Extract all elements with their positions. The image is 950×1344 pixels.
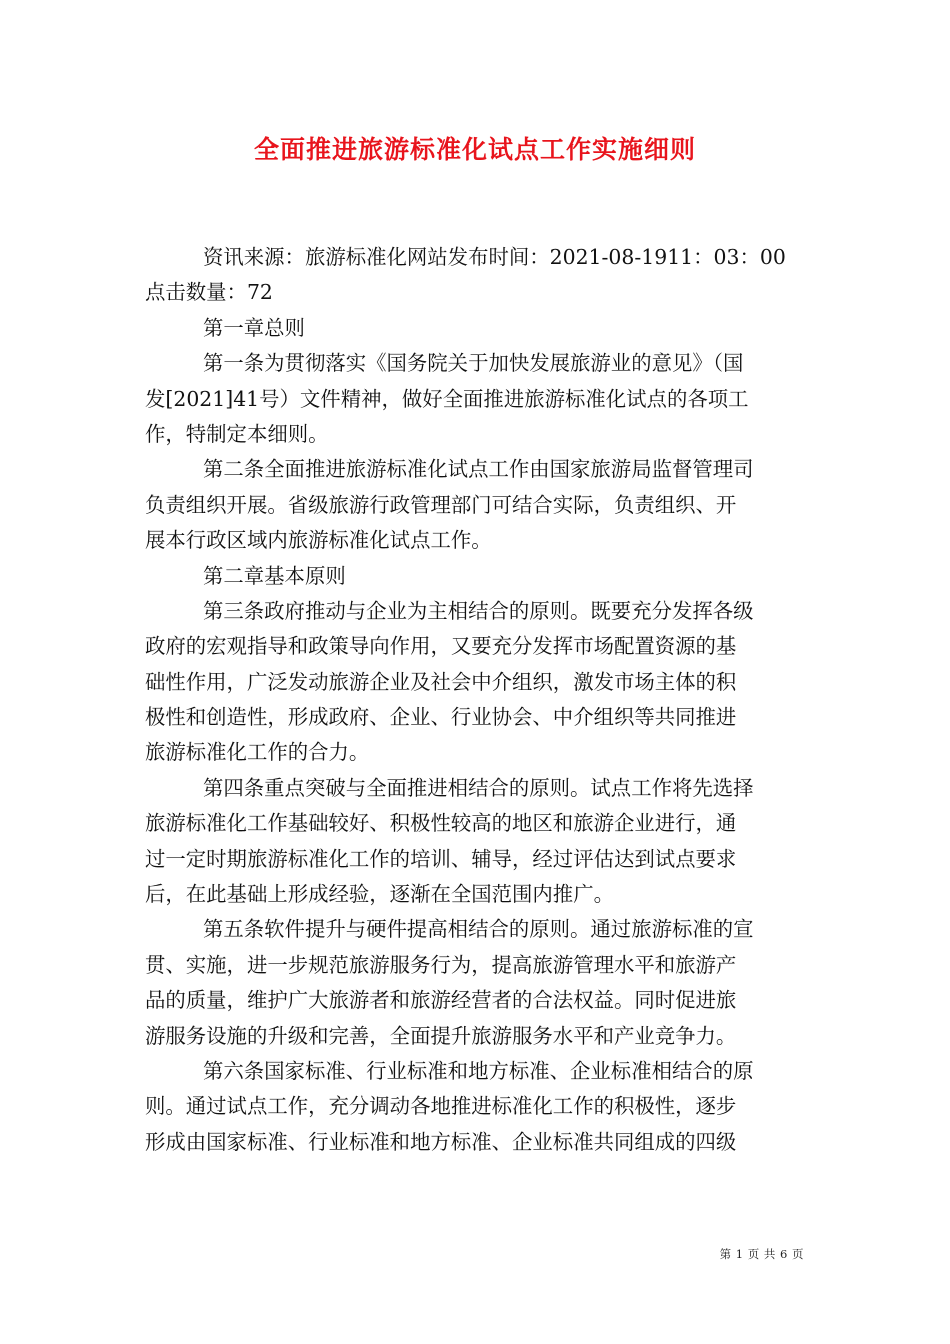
paragraph-line: 展本行政区域内旅游标准化试点工作。 — [145, 528, 492, 553]
paragraph-line: 贯、实施，进一步规范旅游服务行为，提高旅游管理水平和旅游产 — [145, 952, 737, 977]
document-title: 全面推进旅游标准化试点工作实施细则 — [253, 135, 696, 164]
paragraph-line: 品的质量，维护广大旅游者和旅游经营者的合法权益。同时促进旅 — [145, 988, 737, 1013]
paragraph-line: 第四条重点突破与全面推进相结合的原则。试点工作将先选择 — [203, 775, 754, 800]
paragraph-line: 旅游标准化工作的合力。 — [145, 740, 370, 765]
paragraph-line: 形成由国家标准、行业标准和地方标准、企业标准共同组成的四级 — [145, 1129, 737, 1154]
paragraph-line: 础性作用，广泛发动旅游企业及社会中介组织，激发市场主体的积 — [145, 669, 737, 694]
paragraph-line: 第五条软件提升与硬件提高相结合的原则。通过旅游标准的宣 — [203, 917, 754, 942]
paragraph-line: 第三条政府推动与企业为主相结合的原则。既要充分发挥各级 — [203, 598, 754, 623]
chapter-heading: 第二章基本原则 — [203, 563, 346, 588]
paragraph-line: 后，在此基础上形成经验，逐渐在全国范围内推广。 — [145, 882, 614, 907]
paragraph-line: 发[2021]41号）文件精神，做好全面推进旅游标准化试点的各项工 — [145, 386, 749, 411]
paragraph-line: 游服务设施的升级和完善，全面提升旅游服务水平和产业竞争力。 — [145, 1023, 737, 1048]
click-count-line: 点击数量：72 — [145, 280, 273, 305]
paragraph-line: 作，特制定本细则。 — [145, 421, 329, 446]
paragraph-line: 过一定时期旅游标准化工作的培训、辅导，经过评估达到试点要求 — [145, 846, 737, 871]
source-line: 资讯来源：旅游标准化网站发布时间：2021-08-1911：03：00 — [203, 245, 786, 269]
paragraph-line: 极性和创造性，形成政府、企业、行业协会、中介组织等共同推进 — [145, 705, 737, 730]
paragraph-line: 第一条为贯彻落实《国务院关于加快发展旅游业的意见》（国 — [203, 351, 744, 376]
chapter-heading: 第一章总则 — [203, 315, 305, 340]
paragraph-line: 第二条全面推进旅游标准化试点工作由国家旅游局监督管理司 — [203, 457, 754, 482]
paragraph-line: 则。通过试点工作，充分调动各地推进标准化工作的积极性，逐步 — [145, 1094, 737, 1119]
paragraph-line: 负责组织开展。省级旅游行政管理部门可结合实际，负责组织、开 — [145, 492, 737, 517]
page-number: 第 1 页 共 6 页 — [719, 1247, 804, 1261]
paragraph-line: 第六条国家标准、行业标准和地方标准、企业标准相结合的原 — [203, 1058, 754, 1083]
paragraph-line: 旅游标准化工作基础较好、积极性较高的地区和旅游企业进行，通 — [145, 811, 737, 836]
paragraph-line: 政府的宏观指导和政策导向作用，又要充分发挥市场配置资源的基 — [145, 634, 737, 659]
document-body — [145, 240, 810, 1160]
